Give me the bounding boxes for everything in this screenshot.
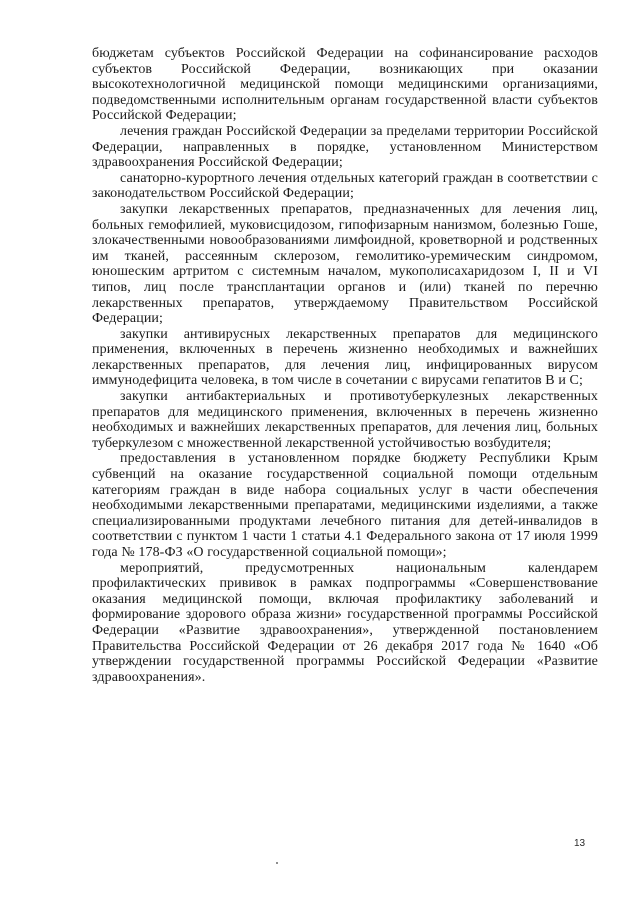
paragraph-2: лечения граждан Российской Федерации за пределами территории Российской Федерации, направленных в порядке, установленном Министерством здравоохранения Российской Федерации;: [92, 123, 598, 171]
paragraph-3: санаторно-курортного лечения отдельных категорий граждан в соответствии с законодательством Российской Федерации;: [92, 170, 598, 202]
paragraph-1: бюджетам субъектов Российской Федерации на софинансирование расходов субъектов Российской Федерации, возникающих при оказании высокотехнологичной медицинской помощи медицинскими организациями, подведомственными исполнительным органам государственной власти субъектов Российской Федерации;: [92, 46, 598, 124]
body-text: [92, 46, 598, 685]
paragraph-4: закупки лекарственных препаратов, предназначенных для лечения лиц, больных гемофилией, муковисцидозом, гипофизарным нанизмом, болезнью Гоше, злокачественными новообразованиями лимфоидной, кроветворной и родственных им тканей, рассеянным склерозом, гемолитико-уремическим синдромом, юношеским артритом с системным началом, мукополисахаридозом I, II и VI типов, лиц после трансплантации органов и (или) тканей по перечню лекарственных препаратов, утверждаемому Правительством Российской Федерации;: [92, 201, 598, 327]
paragraph-5: закупки антивирусных лекарственных препаратов для медицинского применения, включенных в перечень жизненно необходимых и важнейших лекарственных препаратов, для лечения лиц, инфицированных вирусом иммунодефицита человека, в том числе в сочетании с вирусами гепатитов В и С;: [92, 326, 598, 389]
paragraph-7: предоставления в установленном порядке бюджету Республики Крым субвенций на оказание государственной социальной помощи отдельным категориям граждан в виде набора социальных услуг в части обеспечения необходимыми лекарственными препаратами, медицинскими изделиями, а также специализированными продуктами лечебного питания для детей-инвалидов в соответствии с пунктом 1 части 1 статьи 4.1 Федерального закона от 17 июля 1999 года № 178-ФЗ «О государственной социальной помощи»;: [92, 451, 598, 560]
paragraph-6: закупки антибактериальных и противотуберкулезных лекарственных препаратов для медицинского применения, включенных в перечень жизненно необходимых и важнейших лекарственных препаратов, для лечения лиц, больных туберкулезом с множественной лекарственной устойчивостью возбудителя;: [92, 389, 598, 451]
paragraph-8: мероприятий, предусмотренных национальным календарем профилактических прививок в рамках подпрограммы «Совершенствование оказания медицинской помощи, включая профилактику заболеваний и формирование здорового образа жизни» государственной программы Российской Федерации «Развитие здравоохранения», утвержденной постановлением Правительства Российской Федерации от 26 декабря 2017 года № 1640 «Об утверждении государственной программы Российской Федерации «Развитие здравоохранения».: [92, 560, 598, 685]
scan-speck: [276, 862, 278, 864]
page-number: 13: [574, 838, 586, 849]
